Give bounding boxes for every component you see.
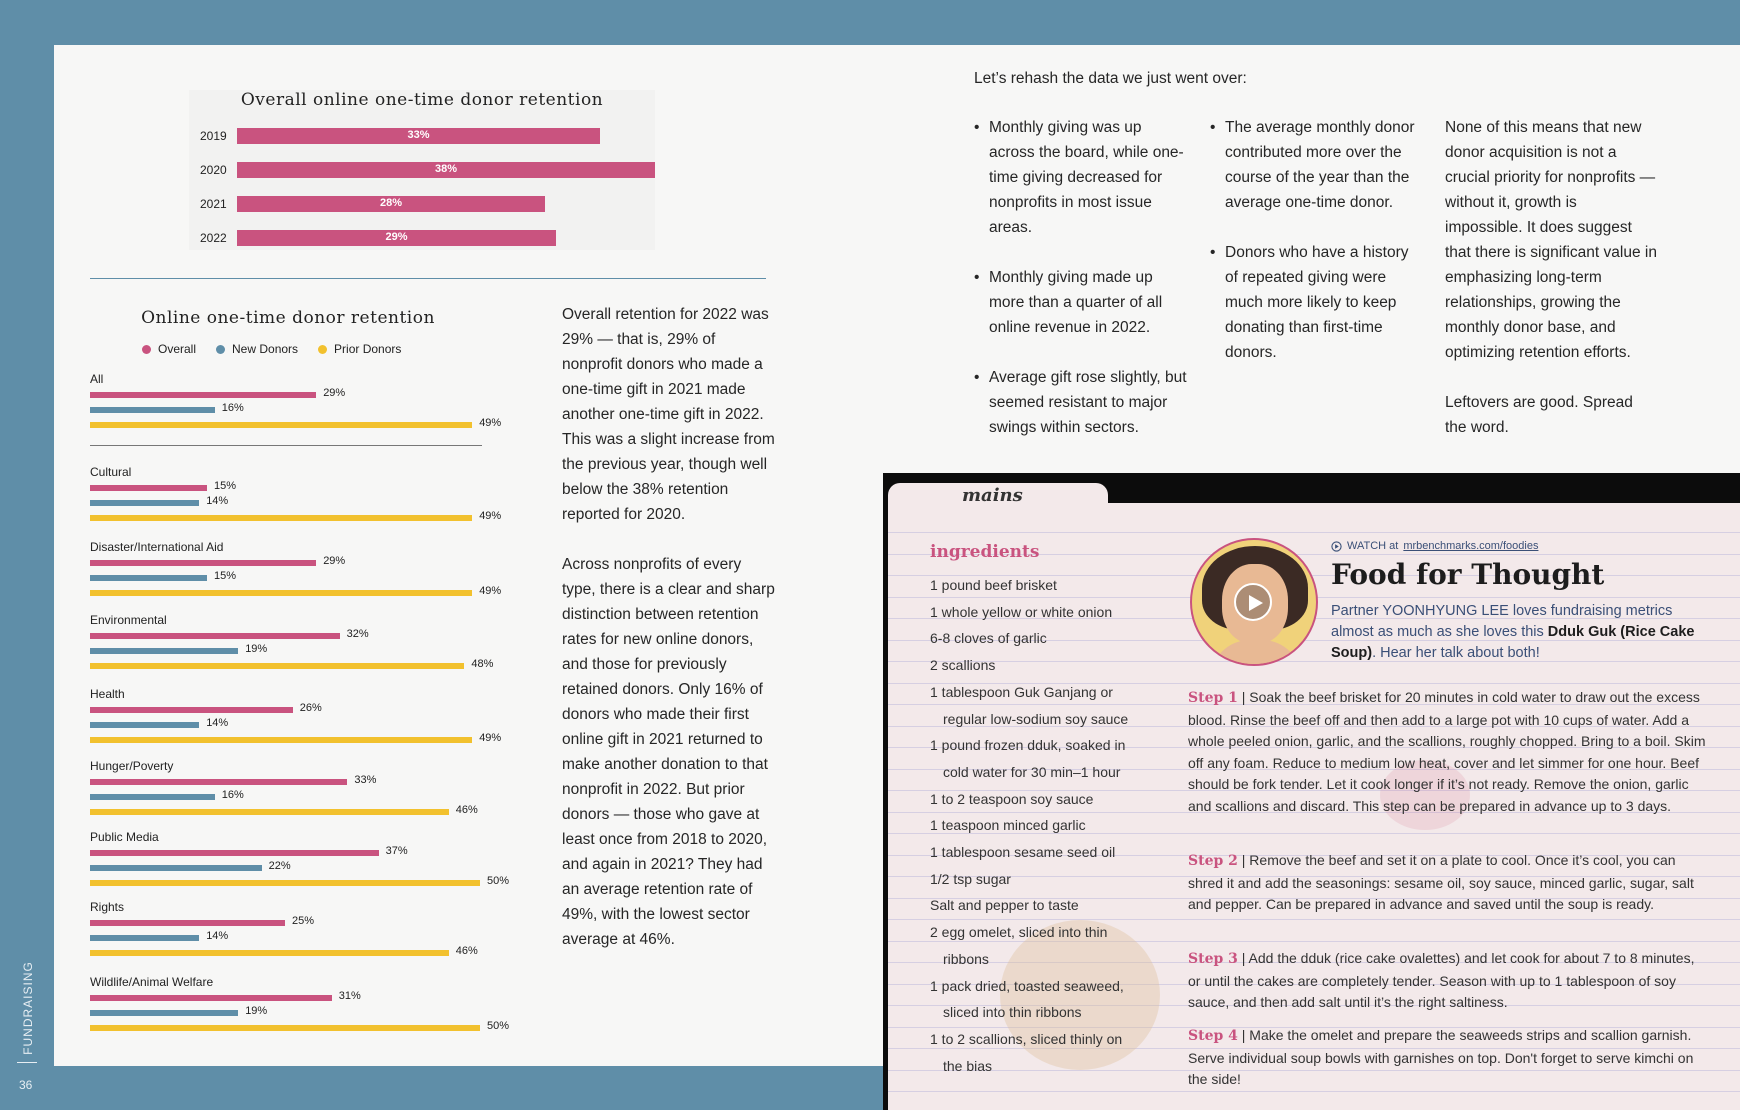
category-label: Cultural [90, 465, 132, 479]
watch-prefix: WATCH at [1347, 540, 1399, 552]
bar [90, 707, 293, 713]
bar-value-label: 16% [221, 402, 244, 414]
body-paragraph: None of this means that new donor acquisition is not a crucial priority for nonprofits — without it, growth is impossible. It does suggest that there is significant value in emphasizing long-term relationships, growing the monthly donor base, and optimizing retention efforts. [1445, 119, 1657, 361]
bar [90, 392, 316, 398]
ingredient-item: the bias [943, 1057, 993, 1074]
ingredient-item: ribbons [943, 950, 989, 967]
bar-value-label: 49% [479, 585, 502, 597]
sector-retention-chart [90, 302, 510, 1037]
recipe-step-3: Step 3 | Add the dduk (rice cake ovalettes) and let cook for about 7 to 8 minutes, or until the cakes are completely tender. Season with up to 1 tablespoon of soy sauce, and then add salt until it’s the right saltiness. [1188, 950, 1695, 1010]
bar-value-label: 31% [338, 990, 361, 1002]
bar [90, 648, 238, 654]
bar-value-label: 19% [245, 1005, 268, 1017]
category-label: Disaster/International Aid [90, 540, 224, 554]
bar-value-label: 29% [385, 231, 408, 243]
bar [237, 196, 545, 212]
bar [90, 880, 480, 886]
bar [90, 950, 449, 956]
list-item: • The average monthly donor contributed more over the course of the year than the average one-time donor. [1210, 115, 1420, 215]
ingredient-item: 6-8 cloves of garlic [930, 630, 1047, 647]
ruled-line [888, 532, 1740, 533]
category-label: Health [90, 687, 125, 701]
bar-value-label: 37% [385, 845, 408, 857]
watch-link[interactable]: mrbenchmarks.com/foodies [1403, 540, 1539, 552]
ingredients-title: ingredients [930, 542, 1040, 562]
chart-title: Overall online one-time donor retention [240, 90, 604, 110]
ingredient-item: 1 teaspoon minced garlic [930, 817, 1086, 834]
bar-value-label: 33% [354, 774, 377, 786]
bar [90, 663, 464, 669]
bar [90, 1025, 480, 1031]
bar [90, 865, 262, 871]
bar [90, 407, 215, 413]
bar [90, 633, 340, 639]
bar-value-label: 26% [299, 702, 322, 714]
bar-value-label: 49% [479, 732, 502, 744]
divider [90, 278, 766, 279]
bar-value-label: 38% [434, 163, 458, 175]
bar-value-label: 29% [323, 387, 346, 399]
bar [90, 737, 472, 743]
play-circle-icon [1331, 541, 1342, 552]
bar-value-label: 46% [455, 945, 478, 957]
bar-value-label: 14% [206, 495, 229, 507]
bar [90, 515, 472, 521]
bar-value-label: 49% [479, 417, 502, 429]
category-label: Wildlife/Animal Welfare [90, 975, 214, 989]
bar [90, 779, 347, 785]
recipe-step-4: Step 4 | Make the omelet and prepare the seaweeds strips and scallion garnish. Serve individual soup bowls with garnishes on top. Don't forget to serve kimchi on the side! [1188, 1027, 1694, 1087]
recipe-title: Food for Thought [1331, 558, 1605, 591]
bar-value-label: 50% [487, 875, 510, 887]
body-paragraph: Across nonprofits of every type, there is a clear and sharp distinction between retention rates for new online donors, and those for previously retained donors. Only 16% of donors who made their first online gift in 2021 returned to make another donation to that nonprofit in 2022. But prior donors — those who gave at least once from 2018 to 2020, and again in 2021? They had an average retention rate of 49%, with the lowest sector average at 46%. [562, 556, 775, 948]
ingredient-item: 1 whole yellow or white onion [930, 603, 1113, 620]
bar-value-label: 16% [221, 789, 244, 801]
category-label: Public Media [90, 830, 159, 844]
ingredient-item: 2 scallions [930, 657, 996, 674]
category-label: All [90, 372, 104, 386]
chart-legend [142, 342, 401, 356]
body-column [562, 302, 777, 977]
list-item: • Donors who have a history of repeated giving were much more likely to keep donating than first-time donors. [1210, 240, 1420, 365]
bar [90, 794, 215, 800]
category-label: Hunger/Poverty [90, 759, 174, 773]
ingredient-item: 1 to 2 teaspoon soy sauce [930, 790, 1094, 807]
body-paragraph: Leftovers are good. Spread the word. [1445, 394, 1633, 436]
bar-value-label: 46% [455, 804, 478, 816]
bar-value-label: 14% [206, 717, 229, 729]
bar-value-label: 15% [214, 570, 237, 582]
recipe-step-2: Step 2 | Remove the beef and set it on a plate to cool. Once it’s cool, you can shred it and add the seasonings: sesame oil, soy sauce, minced garlic, sugar, salt and pepper. Can be prepared in advance and saved until the soup is ready. [1188, 852, 1694, 912]
category-label: Rights [90, 900, 125, 914]
bar-value-label: 28% [379, 197, 403, 209]
ingredient-item: 2 egg omelet, sliced into thin [930, 924, 1108, 941]
ingredient-item: 1 pound frozen dduk, soaked in [930, 737, 1126, 754]
bar-value-label: 32% [346, 628, 369, 640]
year-label: 2019 [200, 129, 227, 143]
bar-value-label: 50% [487, 1020, 510, 1032]
bar [90, 809, 449, 815]
chart-divider [90, 445, 482, 446]
ingredient-item: 1 pound beef brisket [930, 577, 1057, 593]
recipe-tab-label: mains [962, 485, 1023, 506]
legend-item-prior-donors: Prior Donors [318, 342, 401, 356]
ingredient-item: 1/2 tsp sugar [930, 870, 1011, 887]
list-item: • Monthly giving made up more than a quarter of all online revenue in 2022. [974, 265, 1189, 340]
ingredient-item: cold water for 30 min–1 hour [943, 763, 1121, 780]
bar [90, 590, 472, 596]
bar-value-label: 19% [245, 643, 268, 655]
bar [90, 722, 199, 728]
bar [90, 500, 199, 506]
bar-value-label: 49% [479, 510, 502, 522]
bar-value-label: 33% [407, 129, 430, 141]
bar [237, 128, 600, 144]
bar [90, 920, 285, 926]
ingredient-item: 1 tablespoon Guk Ganjang or [930, 683, 1113, 700]
ingredient-item: 1 to 2 scallions, sliced thinly on [930, 1030, 1123, 1047]
rehash-column-3 [1445, 115, 1657, 465]
play-video-button[interactable] [1234, 583, 1272, 621]
year-label: 2020 [200, 163, 227, 177]
legend-item-overall: Overall [142, 342, 196, 356]
bar [90, 995, 332, 1001]
ingredient-item: Salt and pepper to taste [930, 897, 1079, 914]
bar [237, 162, 655, 178]
list-item: • Average gift rose slightly, but seemed resistant to major swings within sectors. [974, 365, 1189, 440]
section-rule [17, 1062, 37, 1063]
bar [90, 850, 379, 856]
legend-item-new-donors: New Donors [216, 342, 298, 356]
bar [237, 230, 556, 246]
bar-value-label: 15% [214, 480, 237, 492]
ingredient-item: sliced into thin ribbons [943, 1004, 1082, 1021]
bar [90, 1010, 238, 1016]
section-label: FUNDRAISING [20, 961, 35, 1055]
bar-value-label: 29% [323, 555, 346, 567]
ruled-line [888, 1091, 1740, 1092]
page-number: 36 [19, 1078, 33, 1092]
chart-title: Online one-time donor retention [141, 308, 435, 328]
category-label: Environmental [90, 613, 167, 627]
recipe-step-1: Step 1 | Soak the beef brisket for 20 minutes in cold water to draw out the excess blood. Rinse the beef off and then add to a large pot with 10 cups of water. Add a whole peeled onion, garlic, and the scallions, roughly chopped. Bring to a boil. Skim off any foam. Reduce to medium low heat, cover and let simmer for one hour. Beef should be fork tender. Let it cook longer if it’s not ready. Remove the onion, garlic and scallions and discard. This step can be prepared in advance up to 3 days. [1188, 689, 1706, 814]
bar-value-label: 48% [471, 658, 494, 670]
bar [90, 575, 207, 581]
rehash-list-2 [1210, 115, 1420, 390]
rehash-intro: Let’s rehash the data we just went over: [974, 70, 1247, 87]
recipe-description: Partner YOONHYUNG LEE loves fundraising metrics almost as much as she loves this Dduk Guk (Rice Cake Soup). Hear her talk about both! [1331, 603, 1695, 661]
ingredient-item: 1 pack dried, toasted seaweed, [930, 977, 1124, 994]
ingredient-item: regular low-sodium soy sauce [943, 710, 1129, 727]
watch-link-row [1331, 540, 1538, 552]
overall-retention-chart [189, 90, 655, 250]
bar [90, 935, 199, 941]
bar-value-label: 25% [292, 915, 315, 927]
bar-value-label: 14% [206, 930, 229, 942]
bar-value-label: 22% [268, 860, 291, 872]
ingredients-list [930, 572, 1128, 1079]
body-paragraph: Overall retention for 2022 was 29% — that is, 29% of nonprofit donors who made a one-time gift in 2021 made another one-time gift in 2022. This was a slight increase from the previous year, though well below the 38% retention reported for 2020. [562, 306, 775, 523]
ingredient-item: 1 tablespoon sesame seed oil [930, 844, 1116, 861]
year-label: 2021 [200, 197, 227, 211]
rehash-list-1 [974, 115, 1189, 465]
year-label: 2022 [200, 231, 227, 245]
play-icon [1248, 594, 1264, 612]
bar [90, 560, 316, 566]
bar [90, 485, 207, 491]
bar [90, 422, 472, 428]
list-item: • Monthly giving was up across the board, while one-time giving decreased for nonprofits in most issue areas. [974, 115, 1189, 240]
